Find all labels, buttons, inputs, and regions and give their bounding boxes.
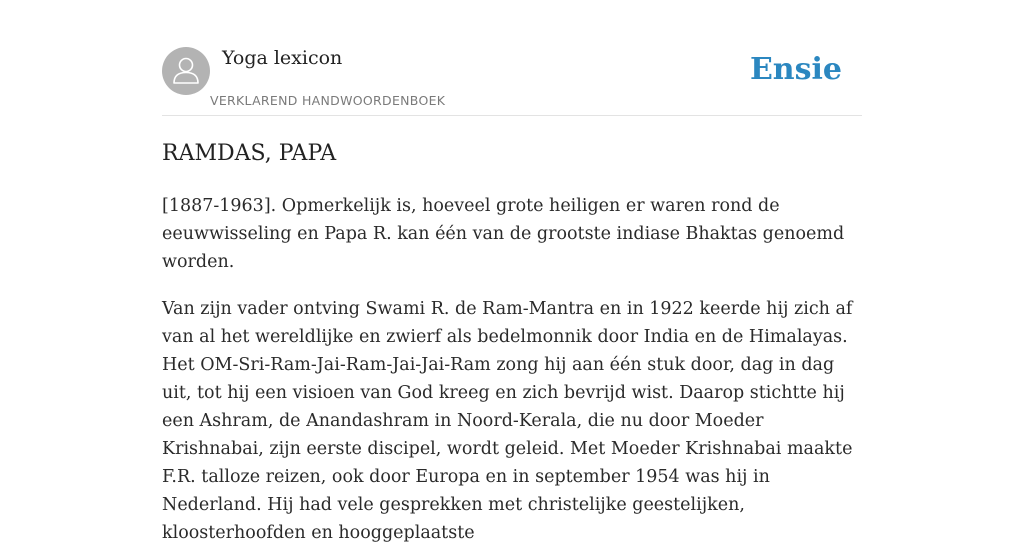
- article-title: RAMDAS, PAPA: [162, 141, 337, 166]
- article-paragraph: Van zijn vader ontving Swami R. de Ram-Mantra en in 1922 keerde hij zich af van al het wereldlijke en zwierf als bedelmonnik door India en de Himalayas. Het OM-Sri-Ram-Jai-Ram-Jai-Jai-Ram zong hij aan één stuk door, dag in dag uit, tot hij een visioen van God kreeg en zich bevrijd wist. Daarop stichtte hij een Ashram, de Anandashram in Noord-Kerala, die nu door Moeder Krishnabai, zijn eerste discipel, wordt geleid. Met Moeder Krishnabai maakte F.R. talloze reizen, ook door Europa en in september 1954 was hij in Nederland. Hij had vele gesprekken met christelijke geestelijken, kloosterhoofden en hooggeplaatste: [162, 299, 853, 543]
- article-paragraph: [1887-1963]. Opmerkelijk is, hoeveel grote heiligen er waren rond de eeuwwisseling en Papa R. kan één van de grootste indiase Bhaktas genoemd worden.: [162, 196, 845, 272]
- avatar-silhouette: [162, 47, 210, 95]
- user-icon[interactable]: [162, 47, 210, 95]
- site-title[interactable]: Yoga lexicon: [222, 47, 343, 69]
- article: [162, 138, 862, 547]
- site-subtitle: VERKLAREND HANDWOORDENBOEK: [210, 93, 446, 108]
- brand-logo[interactable]: Ensie: [749, 52, 842, 87]
- site-header: [162, 0, 862, 116]
